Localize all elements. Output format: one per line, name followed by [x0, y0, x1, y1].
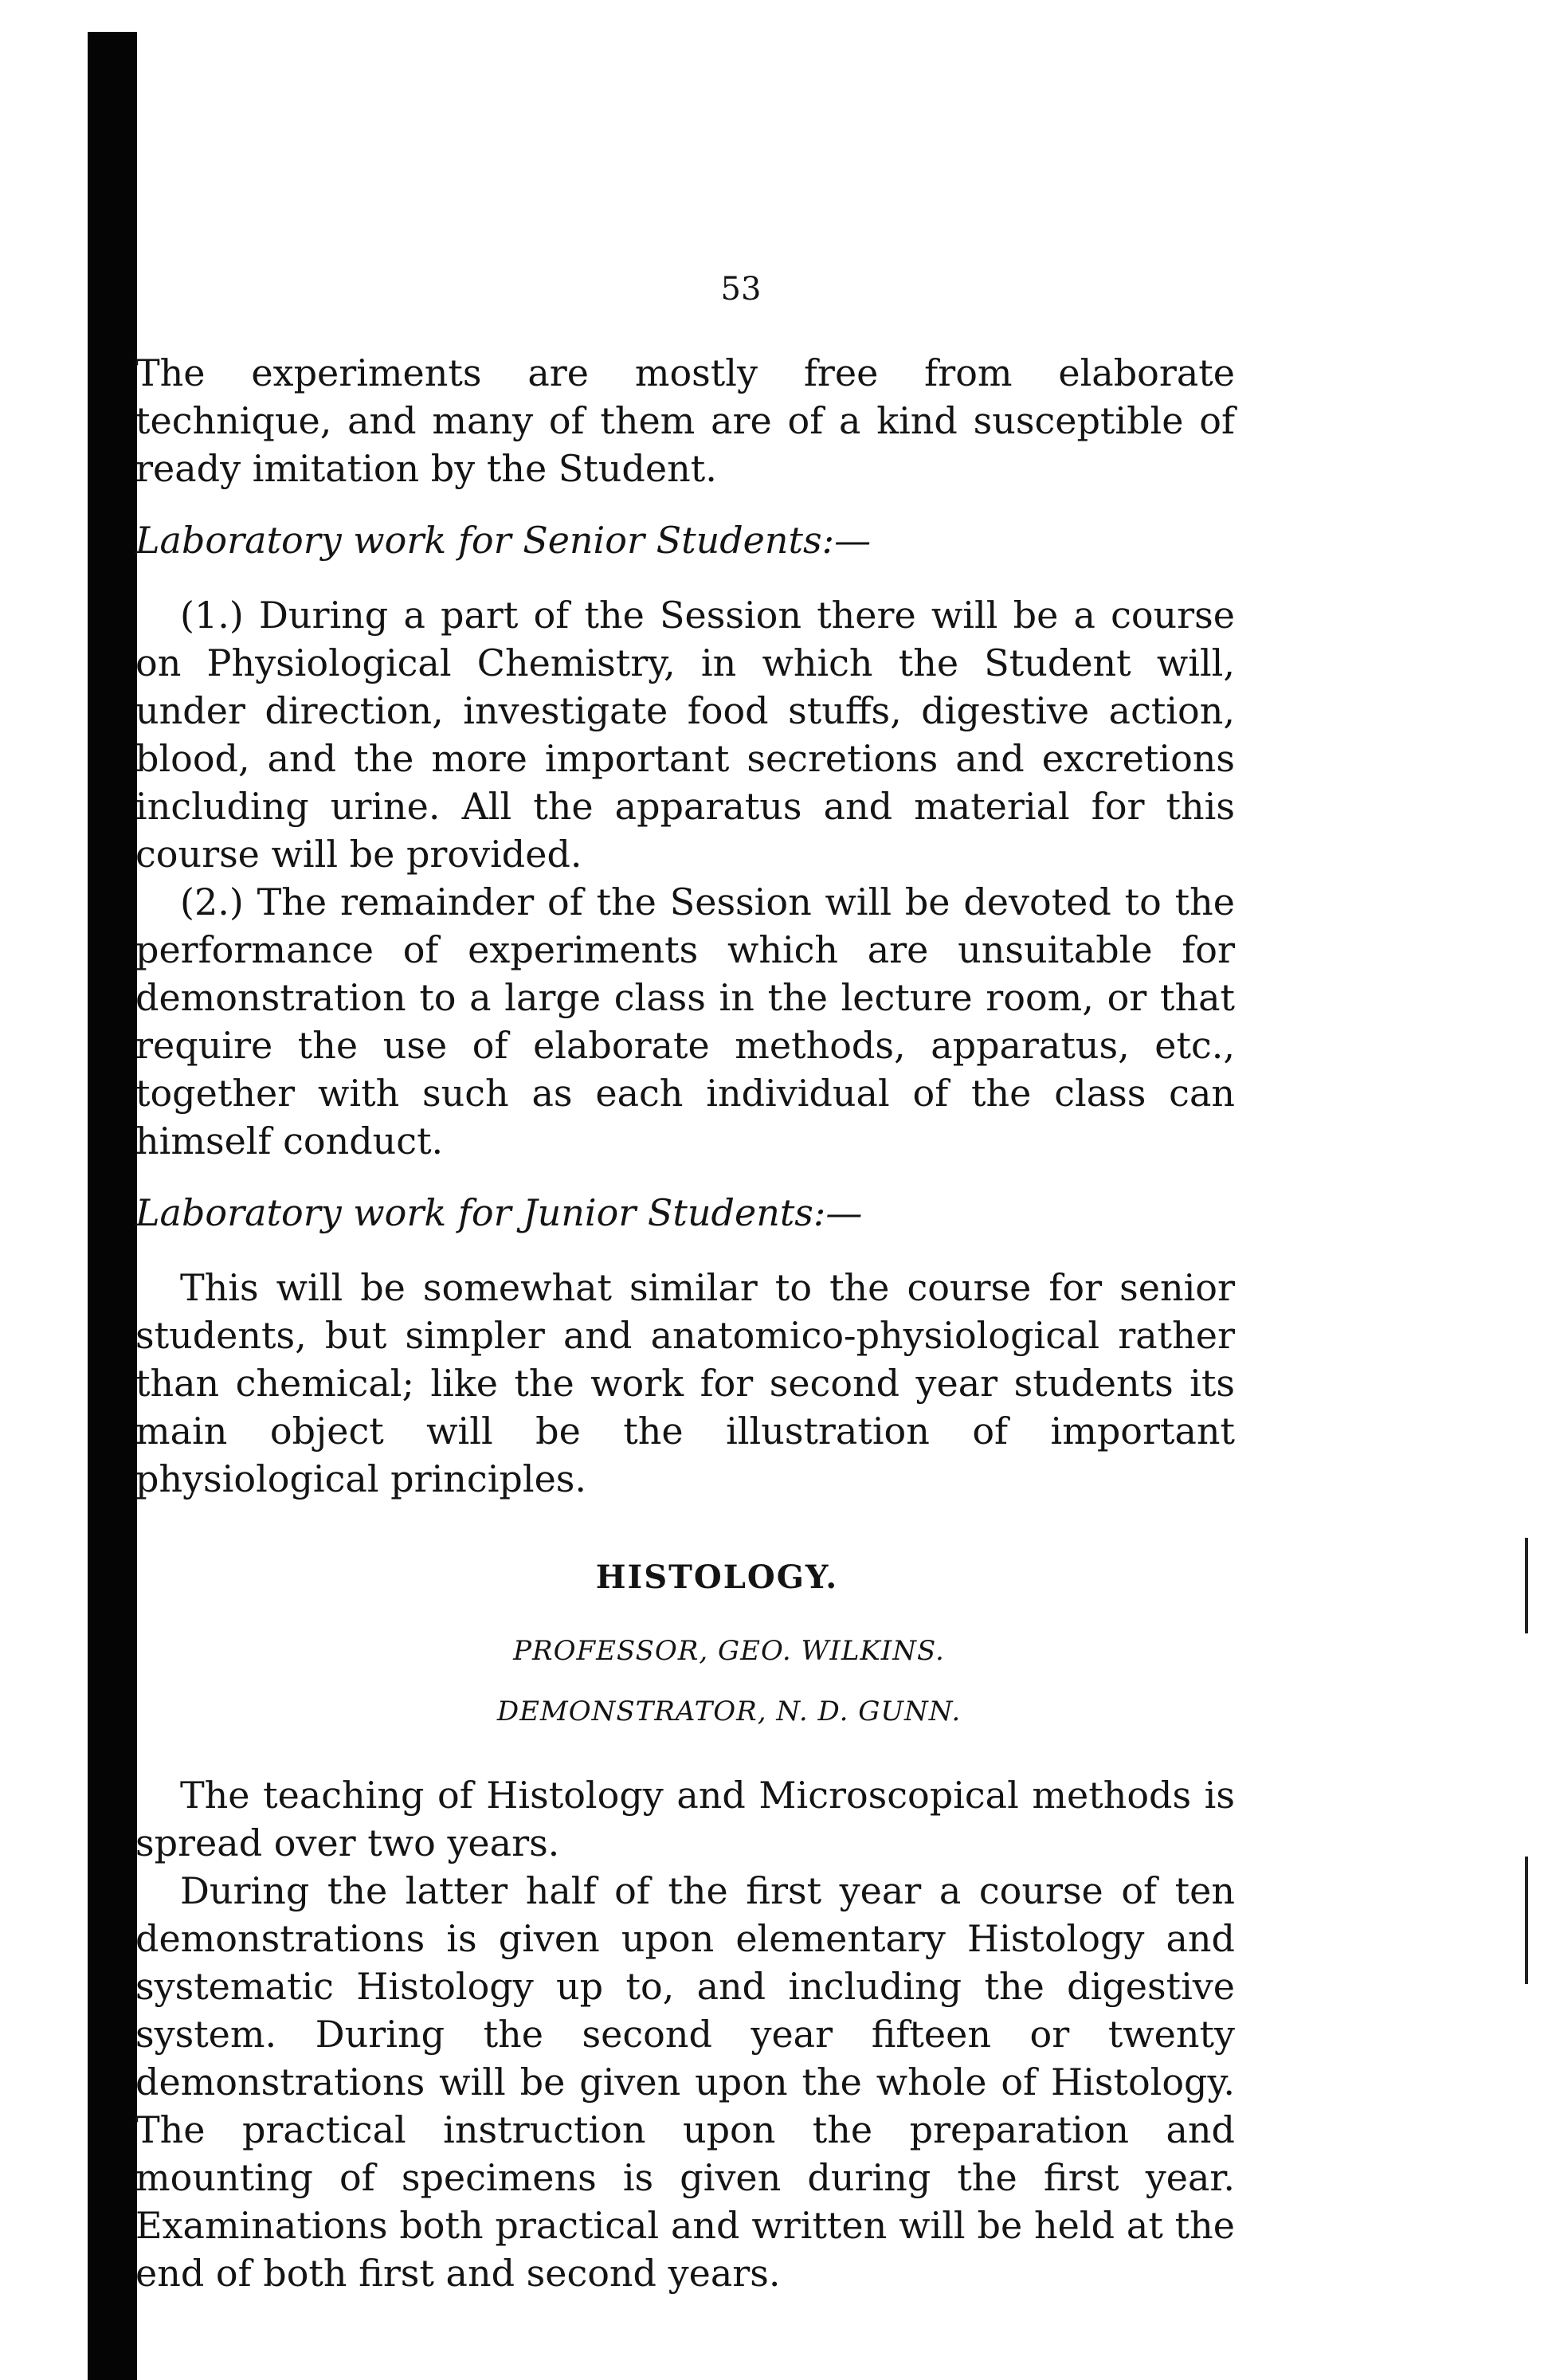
- scan-speck: [1525, 1857, 1528, 1984]
- histology-section-title: HISTOLOGY.: [595, 1559, 839, 1596]
- paragraph-intro: The experiments are mostly free from elaborate technique, and many of them are of a kind susceptible of ready imitation by the Student.: [135, 351, 1235, 490]
- paragraph-junior-1: This will be somewhat similar to the course for senior students, but simpler and anatomico-physiological rather than chemical; like the work for second year students its main object will be the illustration of important physiological principles.: [135, 1266, 1235, 1500]
- professor-line: PROFESSOR, GEO. WILKINS.: [513, 1635, 945, 1667]
- paragraph-senior-2: (2.) The remainder of the Session will be devoted to the performance of experiments which are unsuitable for demonstration to a large class in the lecture room, or that require the use of elaborate methods, apparatus, etc., together with such as each individual of the class can himself conduct.: [135, 880, 1235, 1163]
- document-page: [135, 271, 1235, 2297]
- demonstrator-line: DEMONSTRATOR, N. D. GUNN.: [496, 1696, 962, 1727]
- junior-laboratory-heading: Laboratory work for Junior Students:—: [135, 1191, 863, 1234]
- page-number: 53: [720, 271, 762, 308]
- paragraph-histology-2: During the latter half of the first year a course of ten demonstrations is given upon elementary Histology and systematic Histology up to, and including the digestive system. During the second year fifteen or twenty demonstrations will be given upon the whole of Histology. The practical instruction upon the preparation and mounting of specimens is given during the first year. Examinations both practical and written will be held at the end of both first and second years.: [135, 1869, 1235, 2295]
- senior-laboratory-heading: Laboratory work for Senior Students:—: [135, 519, 872, 562]
- paragraph-histology-1: The teaching of Histology and Microscopical methods is spread over two years.: [135, 1774, 1235, 1864]
- paragraph-senior-1: (1.) During a part of the Session there will be a course on Physiological Chemistry, in which the Student will, under direction, investigate food stuffs, digestive action, blood, and the more important secretions and excretions including urine. All the apparatus and material for this course will be provided.: [135, 594, 1235, 876]
- scan-speck: [1525, 1538, 1528, 1633]
- scan-binding-edge: [88, 32, 137, 2380]
